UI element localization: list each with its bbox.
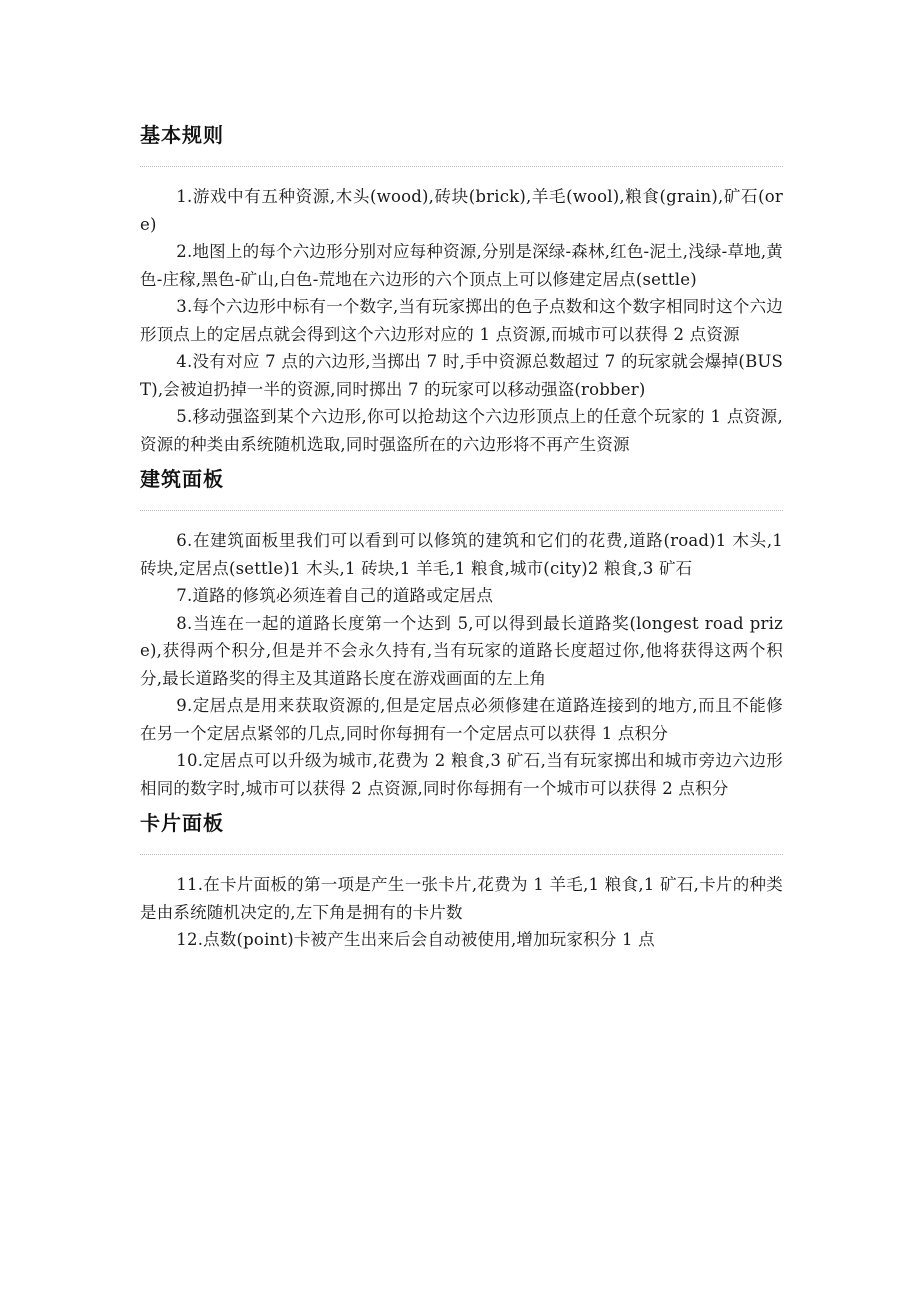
section-divider xyxy=(140,166,783,167)
paragraph: 2.地图上的每个六边形分别对应每种资源,分别是深绿-森林,红色-泥土,浅绿-草地,黄色-庄稼,黑色-矿山,白色-荒地在六边形的六个顶点上可以修建定居点(settle) xyxy=(140,242,783,289)
section-basic-rules xyxy=(140,118,783,458)
section-title: 建筑面板 xyxy=(140,467,224,491)
paragraph: 11.在卡片面板的第一项是产生一张卡片,花费为 1 羊毛,1 粮食,1 矿石,卡片的种类是由系统随机决定的,左下角是拥有的卡片数 xyxy=(140,875,783,922)
paragraph: 7.道路的修筑必须连着自己的道路或定居点 xyxy=(176,586,494,605)
paragraph: 3.每个六边形中标有一个数字,当有玩家掷出的色子点数和这个数字相同时这个六边形顶点上的定居点就会得到这个六边形对应的 1 点资源,而城市可以获得 2 点资源 xyxy=(140,297,783,344)
paragraph: 5.移动强盗到某个六边形,你可以抢劫这个六边形顶点上的任意个玩家的 1 点资源,资源的种类由系统随机选取,同时强盗所在的六边形将不再产生资源 xyxy=(140,407,783,454)
paragraph: 10.定居点可以升级为城市,花费为 2 粮食,3 矿石,当有玩家掷出和城市旁边六边形相同的数字时,城市可以获得 2 点资源,同时你每拥有一个城市可以获得 2 点积分 xyxy=(140,751,783,798)
section-card-panel xyxy=(140,806,783,954)
paragraph: 12.点数(point)卡被产生出来后会自动被使用,增加玩家积分 1 点 xyxy=(176,930,655,949)
section-title: 卡片面板 xyxy=(140,811,224,835)
paragraph: 8.当连在一起的道路长度第一个达到 5,可以得到最长道路奖(longest road prize),获得两个积分,但是并不会永久持有,当有玩家的道路长度超过你,他将获得这两个积分,最长道路奖的得主及其道路长度在游戏画面的左上角 xyxy=(140,613,783,688)
section-build-panel xyxy=(140,462,783,802)
section-divider xyxy=(140,510,783,511)
section-divider xyxy=(140,854,783,855)
section-title: 基本规则 xyxy=(140,123,224,147)
paragraph: 4.没有对应 7 点的六边形,当掷出 7 时,手中资源总数超过 7 的玩家就会爆掉(BUST),会被迫扔掉一半的资源,同时掷出 7 的玩家可以移动强盗(robber) xyxy=(140,352,783,399)
paragraph: 9.定居点是用来获取资源的,但是定居点必须修建在道路连接到的地方,而且不能修在另一个定居点紧邻的几点,同时你每拥有一个定居点可以获得 1 点积分 xyxy=(140,696,783,743)
document-page xyxy=(140,118,783,958)
paragraph: 6.在建筑面板里我们可以看到可以修筑的建筑和它们的花费,道路(road)1 木头,1 砖块,定居点(settle)1 木头,1 砖块,1 羊毛,1 粮食,城市(city)2 粮食,3 矿石 xyxy=(140,531,783,578)
paragraph: 1.游戏中有五种资源,木头(wood),砖块(brick),羊毛(wool),粮食(grain),矿石(ore) xyxy=(140,187,783,234)
